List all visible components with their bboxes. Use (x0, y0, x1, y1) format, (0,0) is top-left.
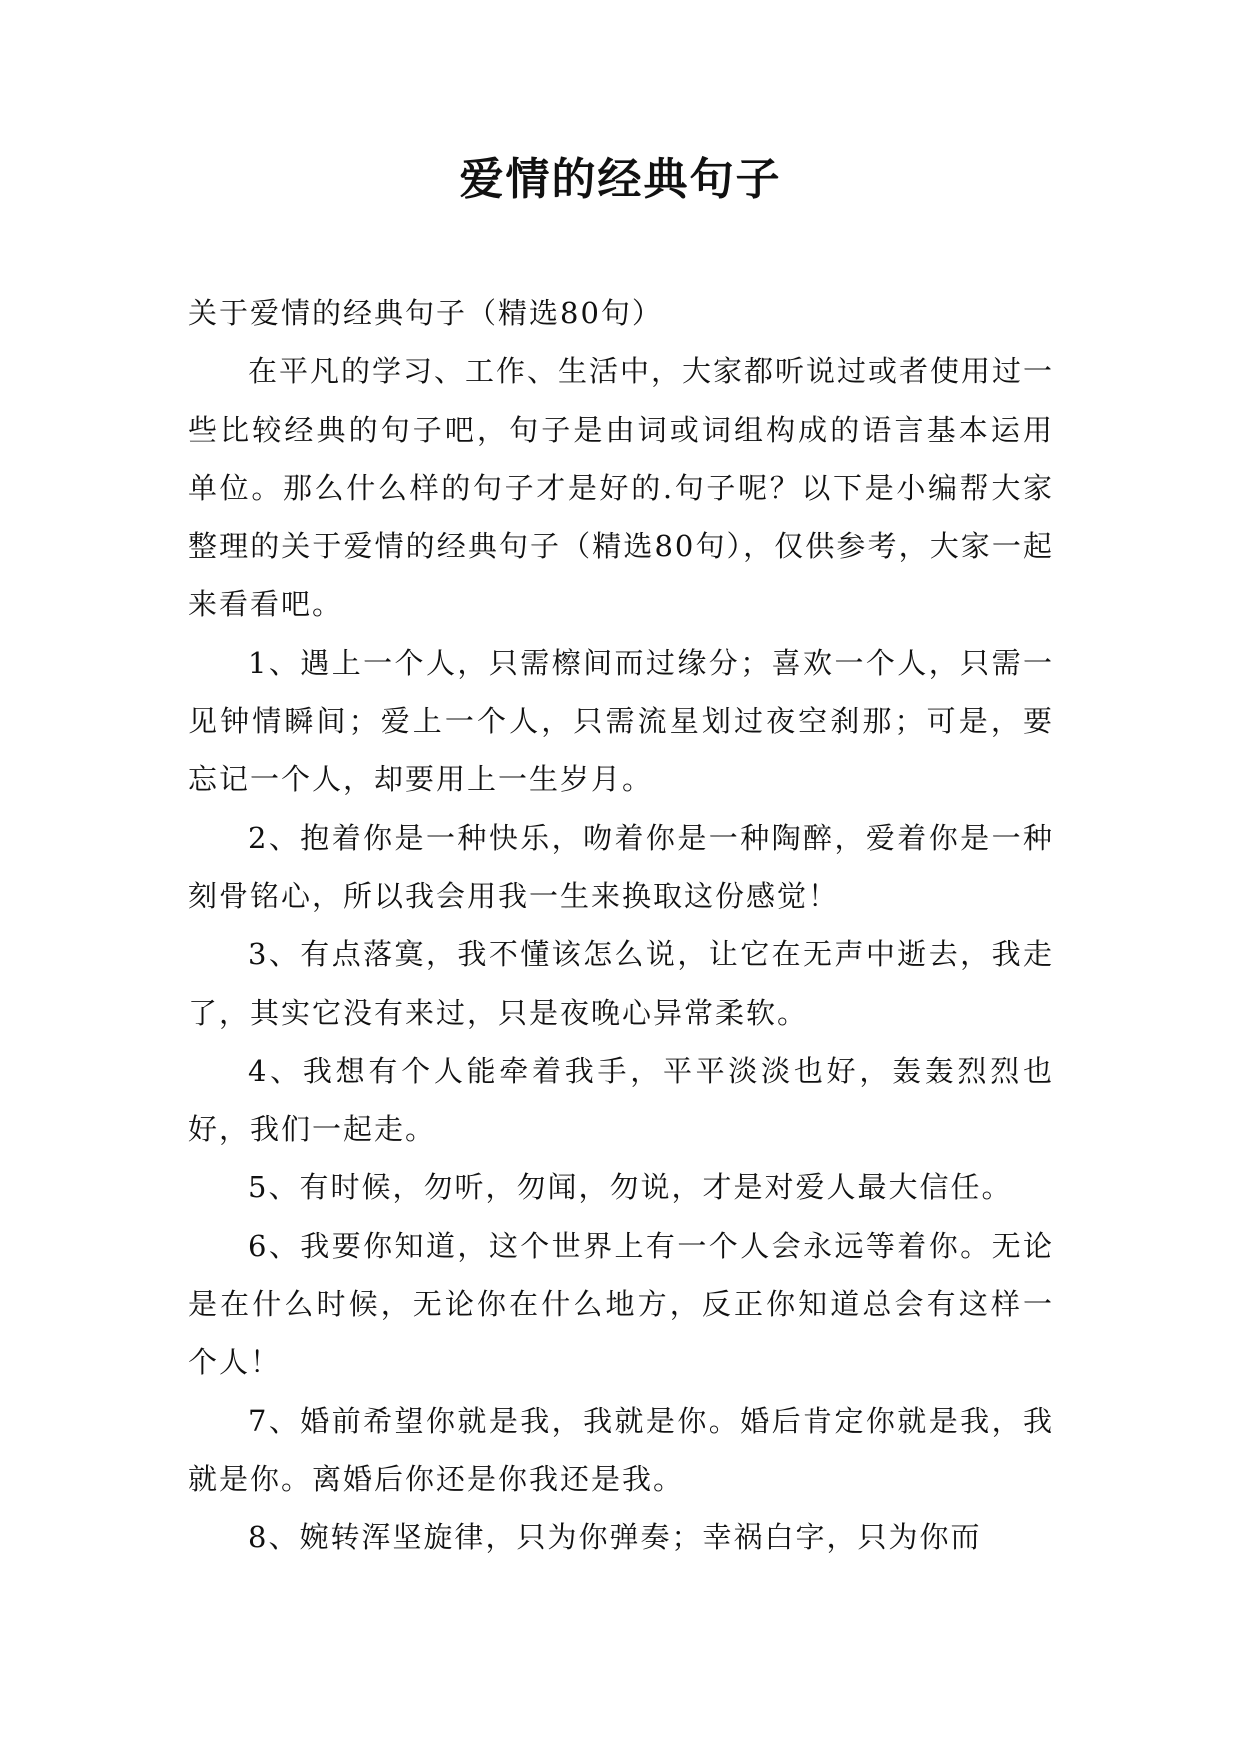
quote-item-8: 8、婉转浑坚旋律，只为你弹奏；幸祸白字，只为你而 (248, 1520, 982, 1555)
document-body (188, 284, 1054, 1567)
quote-item-1: 1、遇上一个人，只需檫间而过缘分；喜欢一个人，只需一见钟情瞬间；爱上一个人，只需流星划过夜空刹那；可是，要忘记一个人，却要用上一生岁月。 (188, 645, 1054, 797)
quote-item-4: 4、我想有个人能牵着我手，平平淡淡也好，轰轰烈烈也好，我们一起走。 (188, 1053, 1054, 1147)
quote-item-6: 6、我要你知道，这个世界上有一个人会永远等着你。无论是在什么时候，无论你在什么地方，反正你知道总会有这样一个人！ (188, 1228, 1054, 1380)
quote-item-5: 5、有时候，勿听，勿闻，勿说，才是对爱人最大信任。 (248, 1170, 1013, 1205)
intro-paragraph: 在平凡的学习、工作、生活中，大家都听说过或者使用过一些比较经典的句子吧，句子是由词或词组构成的语言基本运用单位。那么什么样的句子才是好的.句子呢？以下是小编帮大家整理的关于爱情的经典句子（精选80句），仅供参考，大家一起来看看吧。 (188, 354, 1055, 622)
document-subtitle: 关于爱情的经典句子（精选80句） (188, 296, 663, 330)
quote-item-3: 3、有点落寞，我不懂该怎么说，让它在无声中逝去，我走了，其实它没有来过，只是夜晚心异常柔软。 (188, 937, 1054, 1030)
quote-item-7: 7、婚前希望你就是我，我就是你。婚后肯定你就是我，我就是你。离婚后你还是你我还是我。 (188, 1403, 1054, 1496)
document-title: 爱情的经典句子 (459, 154, 782, 205)
quote-item-2: 2、抱着你是一种快乐，吻着你是一种陶醉，爱着你是一种刻骨铭心，所以我会用我一生来换取这份感觉！ (188, 820, 1054, 913)
